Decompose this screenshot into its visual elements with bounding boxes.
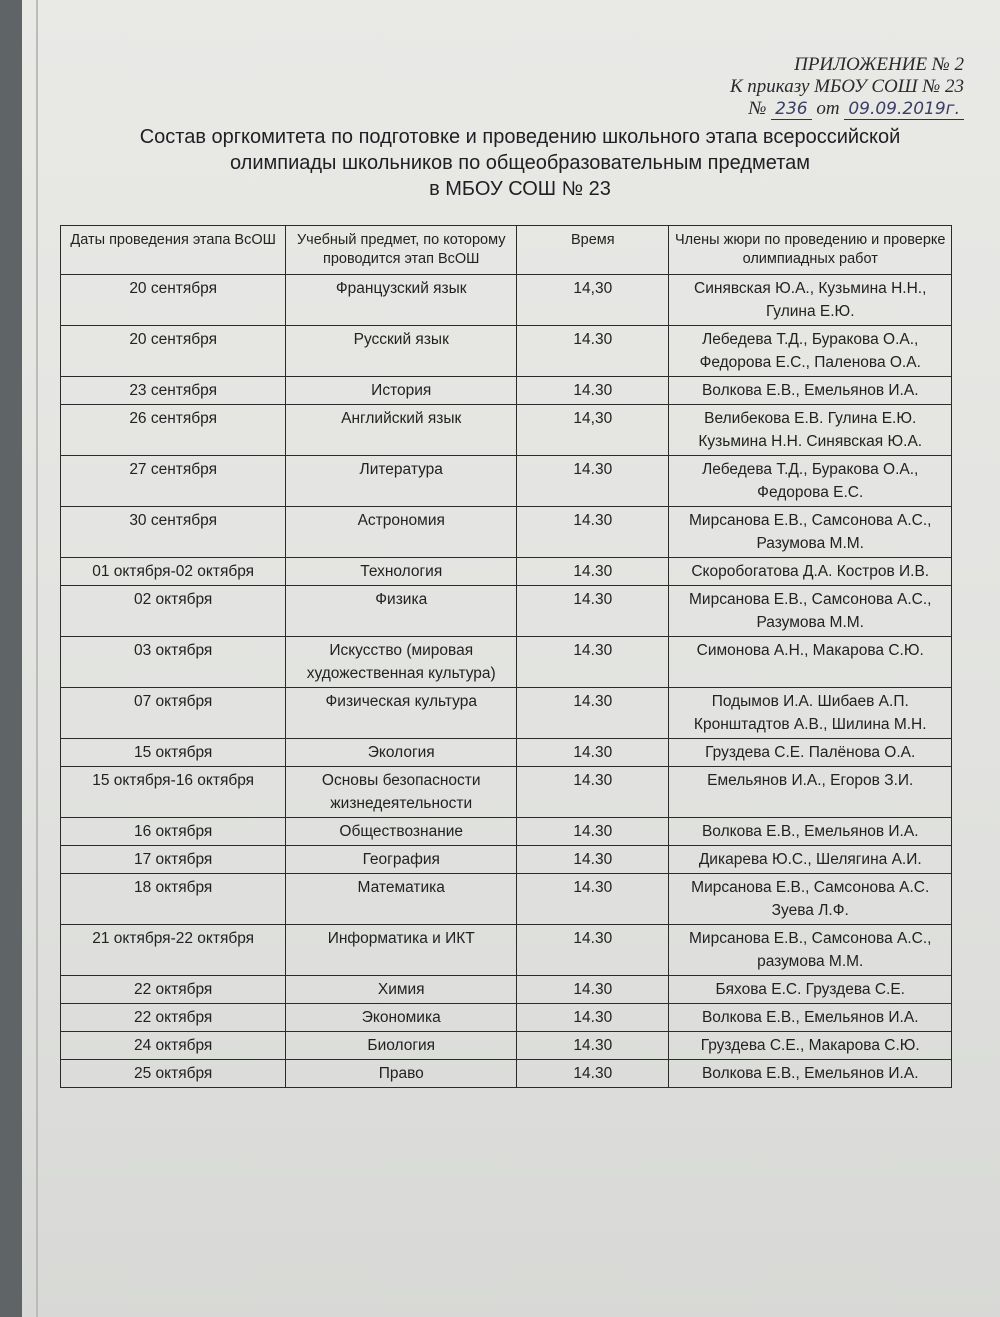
olympiad-schedule-table — [60, 225, 952, 1088]
header-time: Время — [517, 226, 669, 275]
cell-subject: История — [286, 377, 517, 405]
cell-time: 14.30 — [517, 377, 669, 405]
cell-time: 14.30 — [517, 739, 669, 767]
cell-time: 14.30 — [517, 1060, 669, 1088]
appendix-order-details — [624, 98, 964, 120]
table-row — [61, 275, 952, 326]
cell-time: 14.30 — [517, 456, 669, 507]
cell-jury: Мирсанова Е.В., Самсонова А.С., разумова М.М. — [669, 925, 952, 976]
order-number-handwritten: 236 — [771, 99, 811, 120]
cell-time: 14.30 — [517, 326, 669, 377]
cell-subject: Технология — [286, 558, 517, 586]
cell-date: 02 октября — [61, 586, 286, 637]
table-row — [61, 976, 952, 1004]
header-dates: Даты проведения этапа ВсОШ — [61, 226, 286, 275]
table-row — [61, 507, 952, 558]
cell-date: 07 октября — [61, 688, 286, 739]
cell-subject: География — [286, 846, 517, 874]
cell-jury: Велибекова Е.В. Гулина Е.Ю. Кузьмина Н.Н. Синявская Ю.А. — [669, 405, 952, 456]
cell-date: 20 сентября — [61, 275, 286, 326]
cell-time: 14.30 — [517, 818, 669, 846]
cell-date: 23 сентября — [61, 377, 286, 405]
cell-subject: Физика — [286, 586, 517, 637]
cell-jury: Мирсанова Е.В., Самсонова А.С. Зуева Л.Ф. — [669, 874, 952, 925]
cell-time: 14.30 — [517, 637, 669, 688]
header-subject: Учебный предмет, по которому проводится этап ВсОШ — [286, 226, 517, 275]
cell-subject: Биология — [286, 1032, 517, 1060]
cell-jury: Подымов И.А. Шибаев А.П. Кронштадтов А.В., Шилина М.Н. — [669, 688, 952, 739]
cell-time: 14.30 — [517, 558, 669, 586]
cell-jury: Бяхова Е.С. Груздева С.Е. — [669, 976, 952, 1004]
page-edge-line — [36, 0, 38, 1317]
cell-date: 26 сентября — [61, 405, 286, 456]
table-row — [61, 558, 952, 586]
cell-jury: Груздева С.Е. Палёнова О.А. — [669, 739, 952, 767]
cell-time: 14.30 — [517, 507, 669, 558]
cell-date: 25 октября — [61, 1060, 286, 1088]
table-row — [61, 377, 952, 405]
cell-subject: Астрономия — [286, 507, 517, 558]
cell-jury: Волкова Е.В., Емельянов И.А. — [669, 377, 952, 405]
table-row — [61, 326, 952, 377]
cell-date: 20 сентября — [61, 326, 286, 377]
table-row — [61, 874, 952, 925]
cell-jury: Емельянов И.А., Егоров З.И. — [669, 767, 952, 818]
cell-jury: Скоробогатова Д.А. Костров И.В. — [669, 558, 952, 586]
cell-date: 27 сентября — [61, 456, 286, 507]
cell-subject: Право — [286, 1060, 517, 1088]
cell-subject: Французский язык — [286, 275, 517, 326]
cell-jury: Мирсанова Е.В., Самсонова А.С., Разумова М.М. — [669, 507, 952, 558]
table-row — [61, 456, 952, 507]
cell-time: 14.30 — [517, 925, 669, 976]
cell-jury: Груздева С.Е., Макарова С.Ю. — [669, 1032, 952, 1060]
order-number-prefix: № — [748, 98, 767, 119]
table-row — [61, 846, 952, 874]
cell-jury: Волкова Е.В., Емельянов И.А. — [669, 818, 952, 846]
document-title — [100, 124, 940, 202]
cell-time: 14.30 — [517, 874, 669, 925]
title-line-2: олимпиады школьников по общеобразовательным предметам — [229, 152, 811, 174]
cell-subject: Информатика и ИКТ — [286, 925, 517, 976]
cell-date: 22 октября — [61, 976, 286, 1004]
cell-subject: Обществознание — [286, 818, 517, 846]
table-row — [61, 688, 952, 739]
cell-date: 18 октября — [61, 874, 286, 925]
cell-jury: Симонова А.Н., Макарова С.Ю. — [669, 637, 952, 688]
cell-subject: Русский язык — [286, 326, 517, 377]
table-header-row — [61, 226, 952, 275]
header-jury: Члены жюри по проведению и проверке олимпиадных работ — [669, 226, 952, 275]
cell-date: 03 октября — [61, 637, 286, 688]
order-date-prefix: от — [816, 98, 840, 119]
cell-time: 14,30 — [517, 405, 669, 456]
table-row — [61, 405, 952, 456]
appendix-number: ПРИЛОЖЕНИЕ № 2 — [794, 54, 964, 75]
cell-subject: Литература — [286, 456, 517, 507]
cell-date: 15 октября-16 октября — [61, 767, 286, 818]
cell-date: 22 октября — [61, 1004, 286, 1032]
cell-time: 14.30 — [517, 767, 669, 818]
cell-time: 14,30 — [517, 275, 669, 326]
cell-date: 21 октября-22 октября — [61, 925, 286, 976]
cell-jury: Лебедева Т.Д., Буракова О.А., Федорова Е.С., Паленова О.А. — [669, 326, 952, 377]
table-row — [61, 925, 952, 976]
table-row — [61, 586, 952, 637]
cell-jury: Дикарева Ю.С., Шелягина А.И. — [669, 846, 952, 874]
cell-date: 24 октября — [61, 1032, 286, 1060]
cell-date: 16 октября — [61, 818, 286, 846]
appendix-header — [624, 54, 964, 120]
cell-time: 14.30 — [517, 1032, 669, 1060]
cell-date: 01 октября-02 октября — [61, 558, 286, 586]
order-date-handwritten: 09.09.2019г. — [844, 99, 964, 120]
cell-time: 14.30 — [517, 586, 669, 637]
table-row — [61, 739, 952, 767]
table-row — [61, 1004, 952, 1032]
appendix-order-ref: К приказу МБОУ СОШ № 23 — [729, 76, 964, 97]
table-row — [61, 1032, 952, 1060]
cell-subject: Математика — [286, 874, 517, 925]
cell-jury: Волкова Е.В., Емельянов И.А. — [669, 1060, 952, 1088]
title-line-1: Состав оргкомитета по подготовке и проведению школьного этапа всероссийской — [139, 126, 901, 148]
cell-jury: Лебедева Т.Д., Буракова О.А., Федорова Е.С. — [669, 456, 952, 507]
cell-date: 17 октября — [61, 846, 286, 874]
cell-time: 14.30 — [517, 846, 669, 874]
cell-date: 30 сентября — [61, 507, 286, 558]
table-row — [61, 767, 952, 818]
cell-time: 14.30 — [517, 688, 669, 739]
cell-jury: Волкова Е.В., Емельянов И.А. — [669, 1004, 952, 1032]
cell-subject: Экология — [286, 739, 517, 767]
cell-subject: Экономика — [286, 1004, 517, 1032]
title-line-3: в МБОУ СОШ № 23 — [429, 178, 611, 200]
cell-subject: Искусство (мировая художественная культура) — [286, 637, 517, 688]
table-row — [61, 818, 952, 846]
table-row — [61, 637, 952, 688]
cell-jury: Мирсанова Е.В., Самсонова А.С., Разумова М.М. — [669, 586, 952, 637]
cell-jury: Синявская Ю.А., Кузьмина Н.Н., Гулина Е.Ю. — [669, 275, 952, 326]
table-row — [61, 1060, 952, 1088]
cell-subject: Основы безопасности жизнедеятельности — [286, 767, 517, 818]
cell-time: 14.30 — [517, 1004, 669, 1032]
cell-subject: Химия — [286, 976, 517, 1004]
cell-date: 15 октября — [61, 739, 286, 767]
cell-time: 14.30 — [517, 976, 669, 1004]
cell-subject: Английский язык — [286, 405, 517, 456]
cell-subject: Физическая культура — [286, 688, 517, 739]
